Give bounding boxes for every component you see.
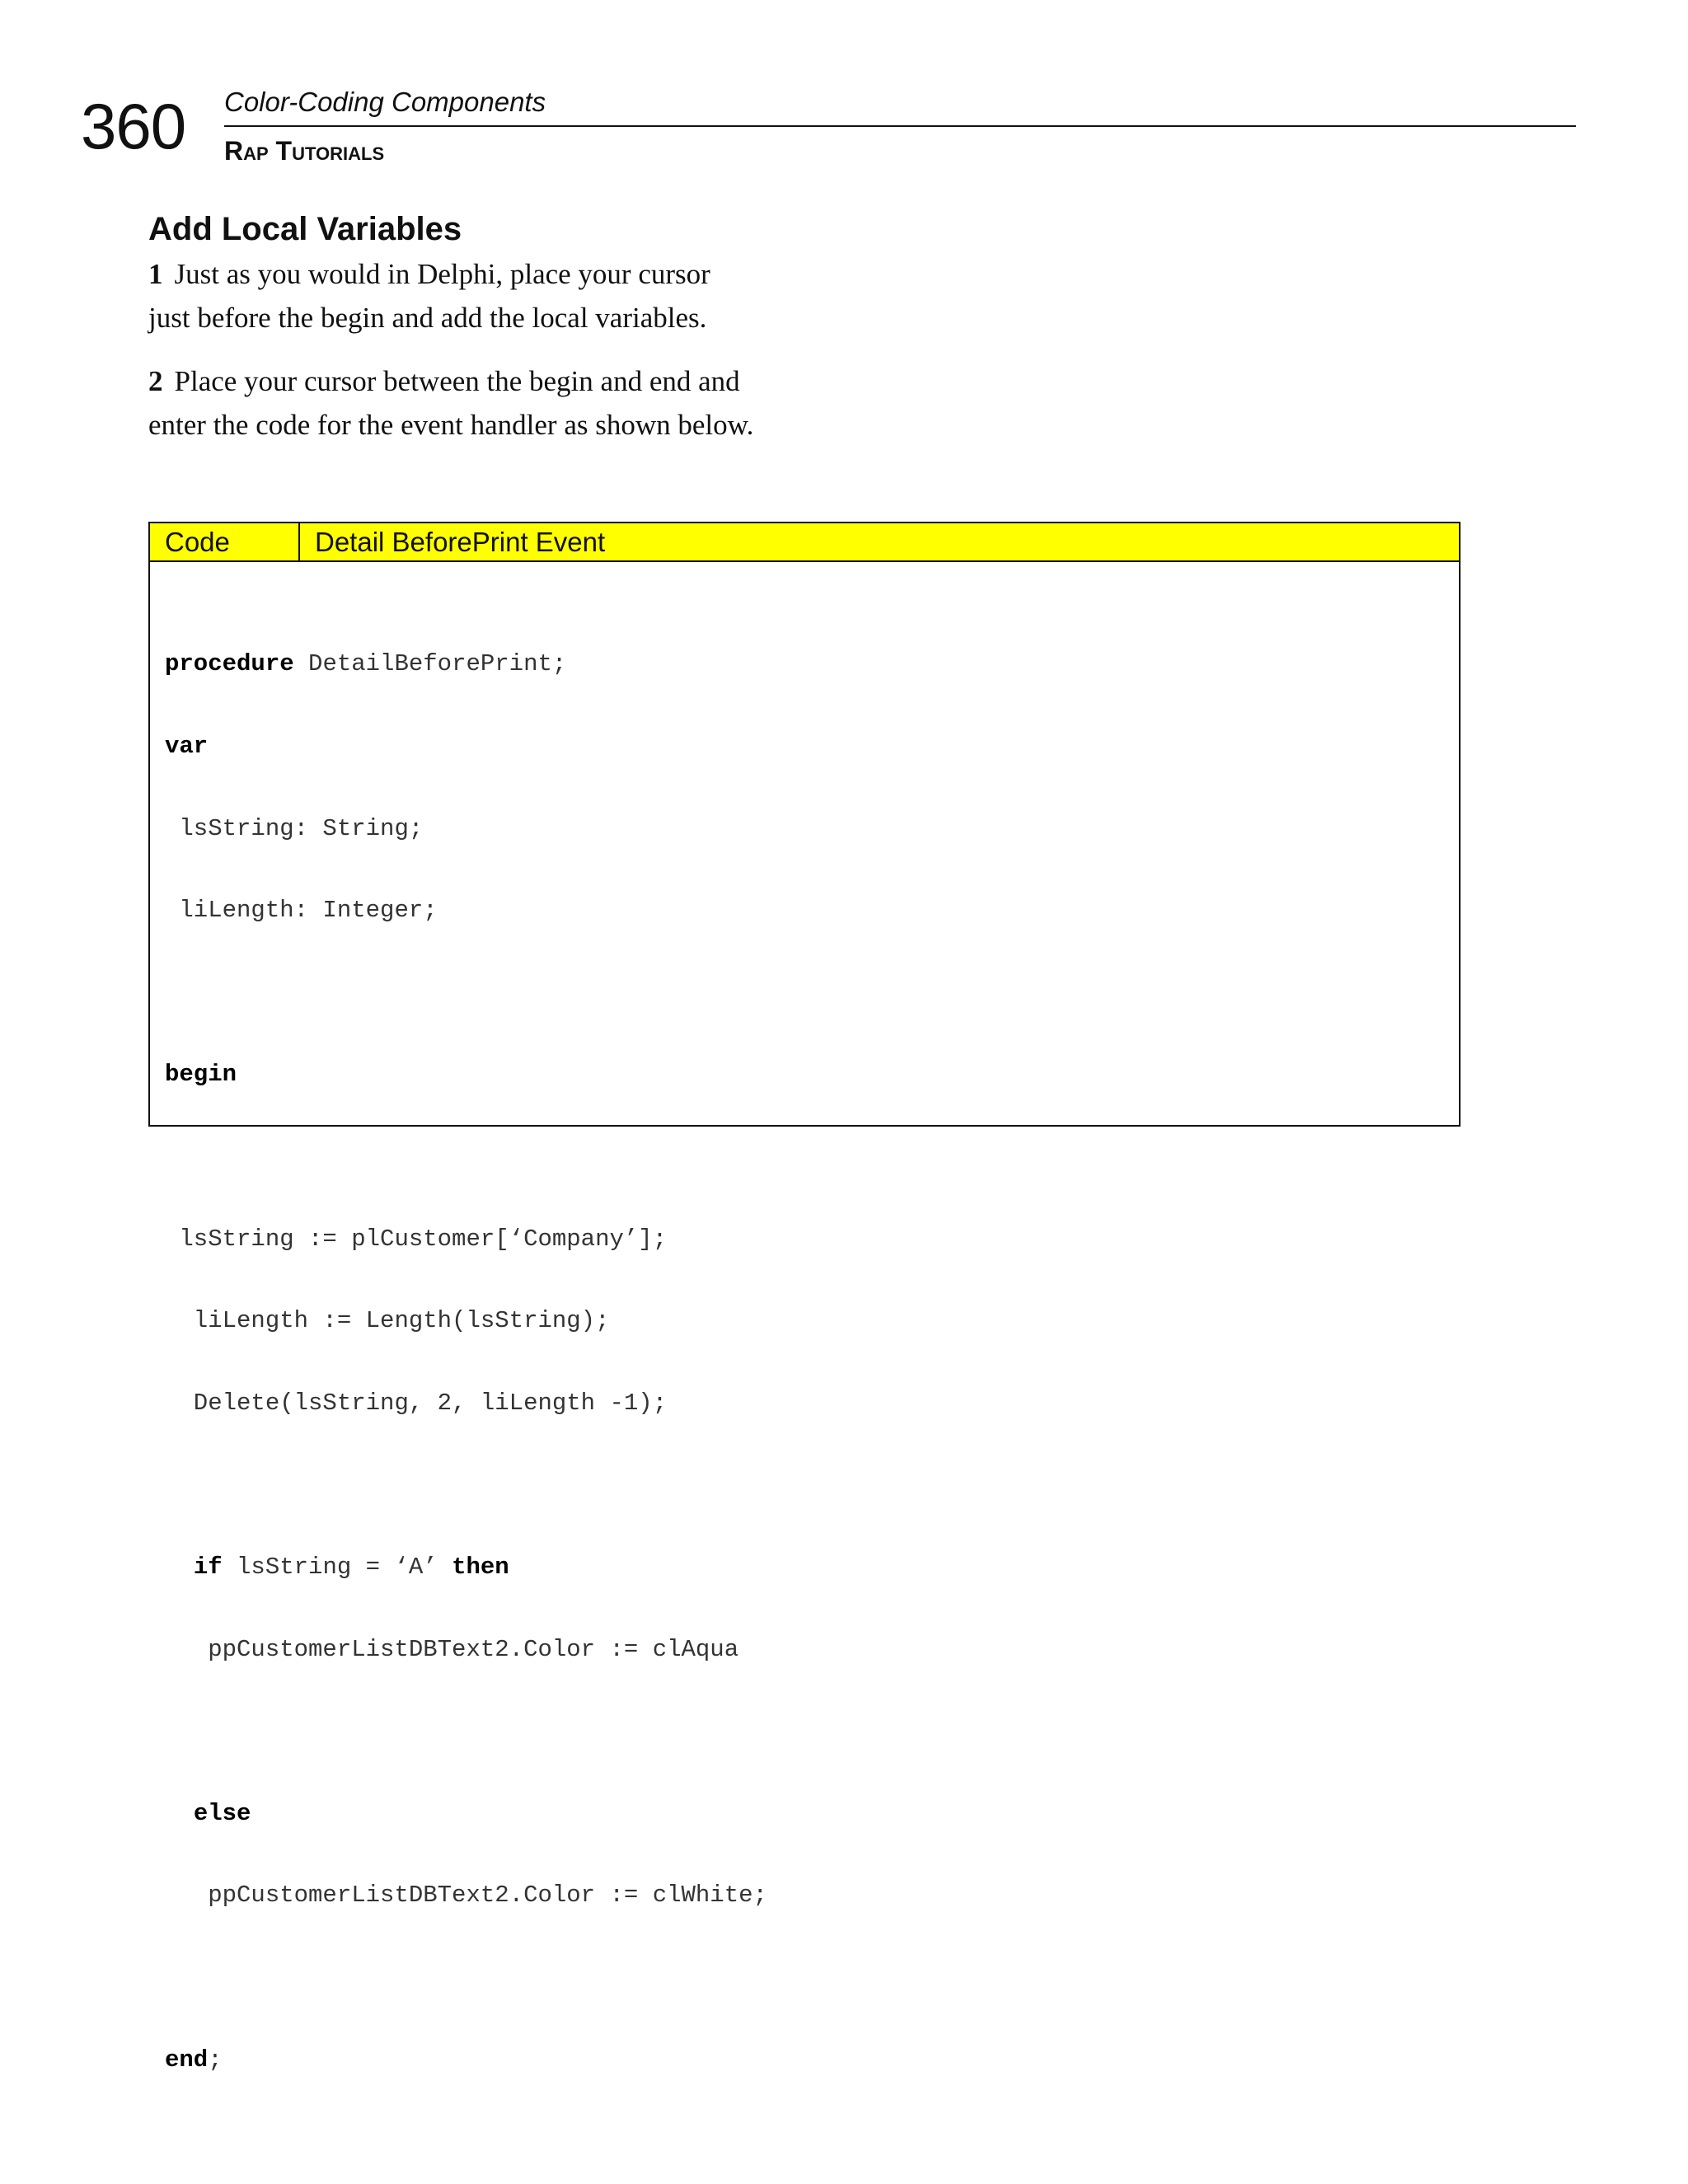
step-number: 1 — [148, 258, 163, 290]
code-blank-line — [165, 979, 767, 1006]
step-number: 2 — [148, 365, 163, 397]
code-indent — [165, 1800, 194, 1827]
code-line — [165, 650, 767, 677]
code-line — [165, 2046, 767, 2074]
code-blank-line — [165, 1471, 767, 1498]
step-text: Just as you would in Delphi, place your cursor just before the begin and add the local variables. — [148, 258, 710, 334]
code-box-header — [150, 523, 1459, 562]
code-keyword: if — [193, 1553, 223, 1581]
code-keyword: then — [452, 1553, 509, 1581]
step-2 — [148, 359, 758, 447]
code-line: ppCustomerListDBText2.Color := clAqua — [165, 1635, 739, 1663]
code-line: liLength: Integer; — [165, 897, 438, 925]
code-blank-line — [165, 1718, 767, 1745]
code-indent — [165, 1554, 194, 1581]
code-box — [148, 522, 1461, 2074]
code-line — [165, 733, 767, 760]
running-header-title: Color-Coding Components — [224, 87, 546, 117]
header-divider — [224, 125, 1576, 127]
code-keyword: procedure — [165, 650, 294, 678]
code-line: Delete(lsString, 2, liLength -1); — [165, 1389, 668, 1417]
code-line — [165, 1800, 767, 1827]
code-blank-line — [165, 1143, 767, 1170]
code-keyword: begin — [165, 1061, 237, 1089]
code-line — [165, 1061, 767, 1088]
code-listing — [165, 596, 767, 2128]
code-box-title: Detail BeforePrint Event — [315, 527, 606, 557]
code-blank-line — [165, 1964, 767, 1991]
code-keyword: var — [165, 733, 209, 760]
code-box-label: Code — [150, 523, 300, 560]
code-text: ; — [208, 2046, 223, 2074]
code-line — [165, 1554, 767, 1581]
page-number: 360 — [81, 90, 186, 162]
step-1 — [148, 252, 758, 340]
code-line: liLength := Length(lsString); — [165, 1307, 610, 1335]
code-line: ppCustomerListDBText2.Color := clWhite; — [165, 1882, 767, 1910]
code-keyword: else — [193, 1799, 251, 1827]
code-text: DetailBeforePrint; — [293, 650, 567, 678]
section-heading: Add Local Variables — [148, 211, 462, 247]
code-text: lsString = ‘A’ — [222, 1553, 452, 1581]
step-text: Place your cursor between the begin and end and enter the code for the event handler as shown below. — [148, 365, 754, 441]
code-line: lsString := plCustomer[‘Company’]; — [165, 1225, 668, 1253]
code-keyword: end — [165, 2046, 209, 2074]
running-header-subtitle: Rap Tutorials — [224, 136, 385, 166]
code-line: lsString: String; — [165, 814, 424, 842]
